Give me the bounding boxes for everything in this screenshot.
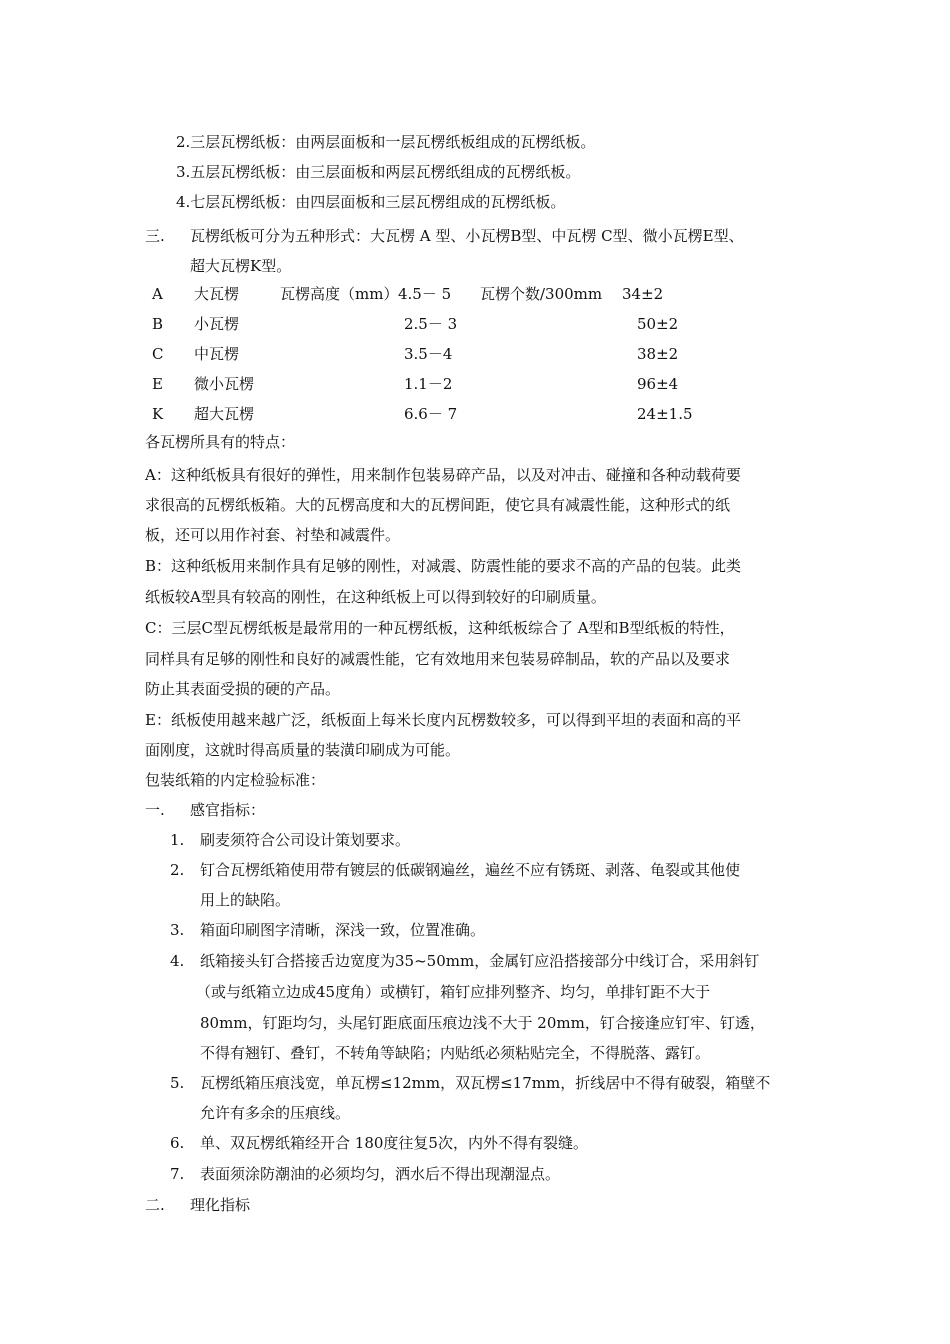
flute-name: 小瓦楞 bbox=[194, 315, 240, 333]
standard-item-line: 箱面印刷图字清晰，深浅一致，位置准确。 bbox=[200, 921, 486, 939]
flute-height: 3.5－4 bbox=[404, 345, 453, 363]
section2-title: 理化指标 bbox=[190, 1196, 251, 1214]
standard-heading: 包装纸箱的内定检验标准： bbox=[145, 771, 326, 789]
section1-number: 一. bbox=[145, 801, 165, 819]
flute-height: 2.5－ 3 bbox=[404, 315, 458, 333]
flute-code: A bbox=[152, 285, 163, 303]
flute-count: 96±4 bbox=[637, 375, 679, 393]
standard-item-line: 表面须涂防潮油的必须均匀，洒水后不得出现潮湿点。 bbox=[200, 1165, 561, 1183]
intro-item-2: 2.三层瓦楞纸板：由两层面板和一层瓦楞纸板组成的瓦楞纸板。 bbox=[176, 133, 596, 151]
feature-a-line: 板，还可以用作衬套、衬垫和减震件。 bbox=[145, 526, 401, 544]
standard-item-number: 6. bbox=[170, 1134, 185, 1152]
flute-count: 38±2 bbox=[637, 345, 679, 363]
flute-name: 中瓦楞 bbox=[194, 345, 240, 363]
feature-c-line: 防止其表面受损的硬的产品。 bbox=[145, 680, 341, 698]
section3-line-1: 瓦楞纸板可分为五种形式：大瓦楞 A 型、小瓦楞B型、中瓦楞 C型、微小瓦楞E型、 bbox=[190, 227, 744, 245]
standard-item-line: 用上的缺陷。 bbox=[200, 891, 291, 909]
standard-item-line: 允许有多余的压痕线。 bbox=[200, 1104, 351, 1122]
flute-code: C bbox=[152, 345, 164, 363]
flute-height: 6.6－ 7 bbox=[404, 405, 458, 423]
flute-count-label: 瓦楞个数/300mm bbox=[480, 285, 603, 303]
flute-height: 1.1－2 bbox=[404, 375, 453, 393]
standard-item-line: 单、双瓦楞纸箱经开合 180度往复5次，内外不得有裂缝。 bbox=[200, 1134, 588, 1152]
flute-count: 34±2 bbox=[622, 285, 664, 303]
flute-name: 大瓦楞 bbox=[194, 285, 240, 303]
standard-item-number: 3. bbox=[170, 921, 185, 939]
feature-e-line: E：纸板使用越来越广泛，纸板面上每米长度内瓦楞数较多，可以得到平坦的表面和高的平 bbox=[145, 711, 741, 729]
flute-name: 微小瓦楞 bbox=[194, 375, 255, 393]
standard-item-number: 5. bbox=[170, 1074, 185, 1092]
standard-item-number: 7. bbox=[170, 1165, 185, 1183]
features-heading: 各瓦楞所具有的特点： bbox=[145, 433, 296, 451]
section3-number: 三. bbox=[145, 227, 165, 245]
standard-item-line: 刷麦须符合公司设计策划要求。 bbox=[200, 831, 411, 849]
intro-item-4: 4.七层瓦楞纸板：由四层面板和三层瓦楞组成的瓦楞纸板。 bbox=[176, 193, 566, 211]
feature-a-line: 求很高的瓦楞纸板箱。大的瓦楞高度和大的瓦楞间距，使它具有减震性能，这种形式的纸 bbox=[145, 496, 731, 514]
standard-item-number: 1. bbox=[170, 831, 185, 849]
feature-b-line: B：这种纸板用来制作具有足够的刚性，对减震、防震性能的要求不高的产品的包装。此类 bbox=[145, 557, 742, 575]
flute-code: E bbox=[152, 375, 163, 393]
flute-height: 4.5－ 5 bbox=[398, 285, 452, 303]
standard-item-number: 4. bbox=[170, 952, 185, 970]
section2-number: 二. bbox=[145, 1196, 165, 1214]
feature-c-line: 同样具有足够的刚性和良好的减震性能，它有效地用来包装易碎制品，软的产品以及要求 bbox=[145, 650, 731, 668]
standard-item-line: 不得有翘钉、叠钉，不转角等缺陷；内贴纸必须粘贴完全，不得脱落、露钉。 bbox=[200, 1044, 711, 1062]
section3-line-2: 超大瓦楞K型。 bbox=[190, 257, 292, 275]
flute-code: K bbox=[152, 405, 164, 423]
standard-item-line: 80mm，钉距均匀，头尾钉距底面压痕边浅不大于 20mm，钉合接逢应钉牢、钉透， bbox=[200, 1014, 765, 1032]
standard-item-line: 钉合瓦楞纸箱使用带有镀层的低碳钢遍丝，遍丝不应有锈斑、剥落、龟裂或其他使 bbox=[200, 861, 741, 879]
flute-code: B bbox=[152, 315, 164, 333]
flute-count: 24±1.5 bbox=[637, 405, 693, 423]
standard-item-line: （或与纸箱立边成45度角）或横钉，箱钉应排列整齐、均匀，单排钉距不大于 bbox=[196, 983, 711, 1001]
flute-count: 50±2 bbox=[637, 315, 679, 333]
feature-c-line: C：三层C型瓦楞纸板是最常用的一种瓦楞纸板，这种纸板综合了 A型和B型纸板的特性， bbox=[145, 619, 735, 637]
feature-b-line: 纸板较A型具有较高的刚性，在这种纸板上可以得到较好的印刷质量。 bbox=[145, 588, 606, 606]
feature-e-line: 面刚度，这就时得高质量的装潢印刷成为可能。 bbox=[145, 741, 461, 759]
intro-item-3: 3.五层瓦楞纸板：由三层面板和两层瓦楞纸组成的瓦楞纸板。 bbox=[176, 163, 581, 181]
flute-height-label: 瓦楞高度（mm） bbox=[280, 285, 399, 303]
standard-item-line: 纸箱接头钉合搭接舌边宽度为35~50mm，金属钉应沿搭接部分中线订合，采用斜钉 bbox=[200, 952, 760, 970]
standard-item-number: 2. bbox=[170, 861, 185, 879]
flute-name: 超大瓦楞 bbox=[194, 405, 255, 423]
feature-a-line: A：这种纸板具有很好的弹性，用来制作包装易碎产品，以及对冲击、碰撞和各种动载荷要 bbox=[145, 466, 741, 484]
section1-title: 感官指标： bbox=[190, 801, 266, 819]
standard-item-line: 瓦楞纸箱压痕浅宽，单瓦楞≤12mm，双瓦楞≤17mm，折线居中不得有破裂，箱壁不 bbox=[200, 1074, 771, 1092]
